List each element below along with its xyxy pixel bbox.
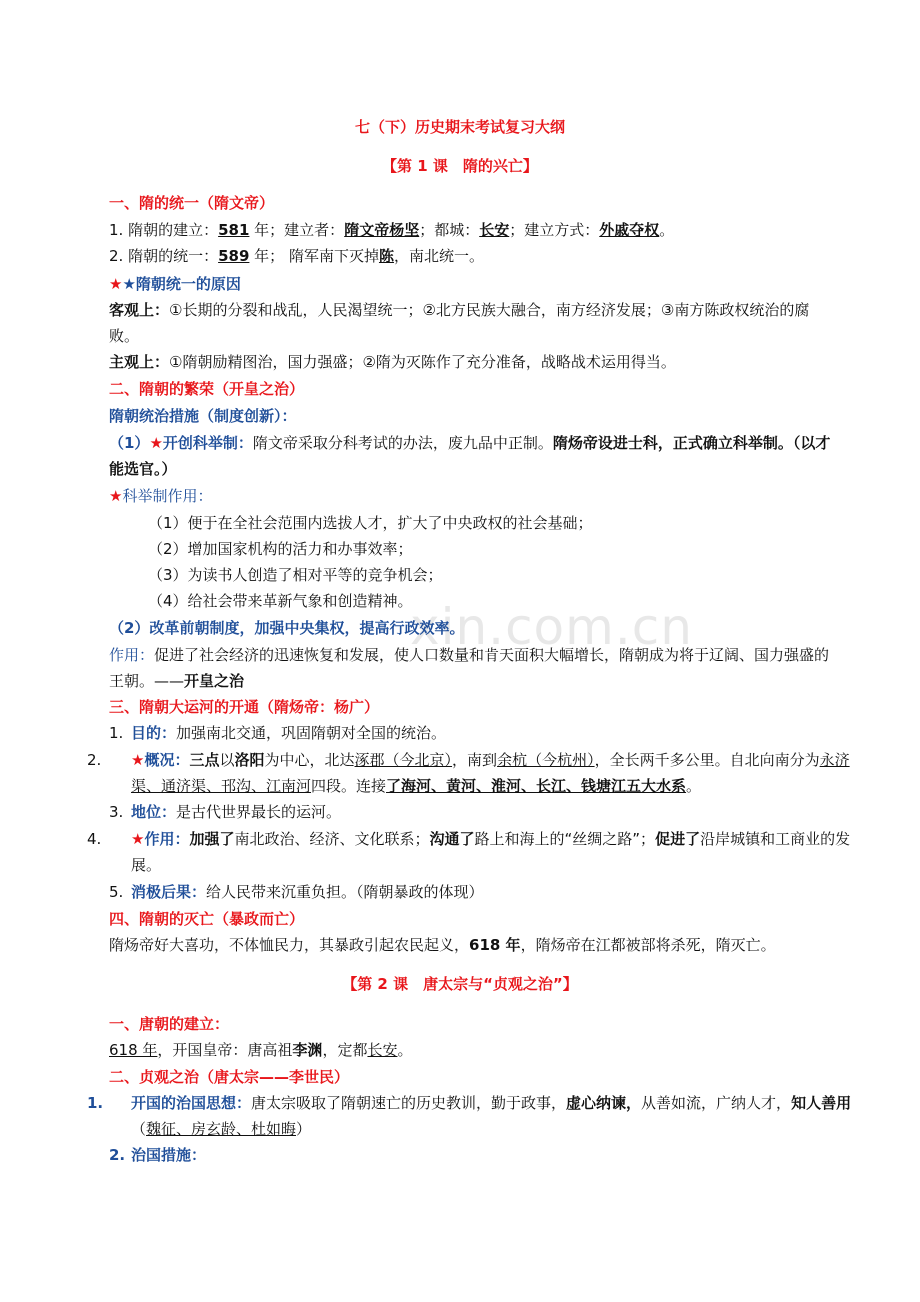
star-icon: ★	[131, 830, 145, 848]
keju-effect-3: （3）为读书人创造了相对平等的竞争机会；	[148, 566, 443, 584]
keju-effect-1: （1）便于在全社会范围内选拔人才，扩大了中央政权的社会基础；	[148, 514, 593, 532]
capital: 长安	[367, 1041, 398, 1059]
label: 开创科举制：	[162, 434, 253, 452]
text: 给人民带来沉重负担。（隋朝暴政的体现）	[206, 883, 484, 901]
text: ，开国皇帝：唐高祖	[157, 1041, 293, 1059]
text: 1. 隋朝的建立：	[109, 221, 219, 239]
star-icon: ★	[131, 751, 145, 769]
canal-status	[109, 799, 839, 825]
text: ，隋炀帝在江都被部将杀死，隋灭亡。	[520, 936, 776, 954]
year: 618 年	[109, 1041, 158, 1059]
text: ，南到	[452, 751, 498, 769]
text: ）	[296, 1120, 312, 1138]
label: 消极后果：	[131, 883, 207, 901]
lesson-1-title: 【第 1 课 隋的兴亡】	[382, 157, 538, 175]
canal-effects	[87, 826, 861, 878]
tang-founding-line	[109, 1037, 839, 1063]
text: 隋文帝采取分科考试的办法，废九品中正制。	[252, 434, 553, 452]
text: 促进了	[655, 830, 701, 848]
text: 科举制作用：	[122, 487, 213, 505]
founder: 李渊	[292, 1041, 323, 1059]
text: ①长期的分裂和战乱，人民渴望统一；②北方民族大融合，南方经济发展；③南方陈政权统治的腐败。	[109, 301, 810, 345]
label: 开国的治国思想：	[131, 1094, 252, 1112]
text: ，全长两千多公里。自北向南分为	[594, 751, 820, 769]
role-paragraph	[109, 642, 839, 694]
watermark: xin.com.cn	[410, 598, 693, 656]
text: ；都城：	[419, 221, 480, 239]
tang-section-1-heading: 一、唐朝的建立：	[109, 1015, 230, 1033]
text: 。	[397, 1041, 413, 1059]
text: 南北政治、经济、文化联系；	[234, 830, 430, 848]
keju-paragraph	[109, 430, 839, 482]
text: 。	[659, 221, 675, 239]
text: 三点	[189, 751, 220, 769]
label: 主观上：	[109, 353, 170, 371]
sui-founding-line	[109, 217, 839, 243]
star-icon: ★	[149, 434, 163, 452]
keju-effect-4: （4）给社会带来革新气象和创造精神。	[148, 592, 413, 610]
star-icon: ★	[109, 487, 123, 505]
text: 永济渠、通济渠、邗沟、江南河	[131, 751, 850, 795]
text: 洛阳	[234, 751, 265, 769]
chen: 陈	[378, 247, 394, 265]
text: 隋炀帝好大喜功，不体恤民力，其暴政引起农民起义，	[109, 936, 470, 954]
governing-measures	[109, 1142, 839, 1168]
capital: 长安	[479, 221, 510, 239]
num: 5.	[109, 883, 124, 901]
text: 促进了社会经济的迅速恢复和发展，使人口数量和肯天面积大幅增长，隋朝成为将于辽阔、国力强盛的王朝。——	[109, 646, 830, 690]
sui-unification-line	[109, 243, 839, 269]
section-3-heading: 三、隋朝大运河的开通（隋炀帝：杨广）	[109, 698, 380, 716]
canal-negative	[109, 879, 839, 905]
num: 2.	[87, 751, 102, 769]
text: 唐太宗吸取了隋朝速亡的历史教训，勤于政事，	[251, 1094, 567, 1112]
text: ，南北统一。	[393, 247, 484, 265]
num: 1.	[109, 724, 124, 742]
text: 2. 隋朝的统一：	[109, 247, 219, 265]
label: 作用：	[144, 830, 190, 848]
text-bold: 开皇之治	[184, 672, 245, 690]
label: （1）	[109, 434, 150, 452]
text: 年； 隋军南下灭掉	[249, 247, 379, 265]
label: 作用：	[109, 646, 155, 664]
measures-heading: 隋朝统治措施（制度创新）：	[109, 407, 297, 425]
num: 2.	[109, 1146, 126, 1164]
sui-fall-paragraph	[109, 932, 839, 958]
text: 。	[686, 777, 702, 795]
governing-philosophy	[87, 1090, 861, 1142]
subjective-reasons	[109, 349, 839, 375]
text: （	[131, 1120, 147, 1138]
text: 加强南北交通，巩固隋朝对全国的统治。	[176, 724, 447, 742]
text: 涿郡（今北京）	[354, 751, 453, 769]
text: 四段。连接	[311, 777, 387, 795]
label: 概况：	[144, 751, 190, 769]
lesson-2-title: 【第 2 课 唐太宗与“贞观之治”】	[342, 975, 578, 993]
year-618: 618 年	[469, 936, 521, 954]
label: 客观上：	[109, 301, 170, 319]
text: ①隋朝励精图治，国力强盛；②隋为灭陈作了充分准备，战略战术运用得当。	[169, 353, 676, 371]
text: ，定都	[322, 1041, 368, 1059]
ministers: 魏征、房玄龄、杜如晦	[146, 1120, 297, 1138]
keju-effects-heading	[109, 483, 839, 509]
text: 为中心，北达	[264, 751, 355, 769]
objective-reasons	[109, 297, 839, 349]
text: 以	[219, 751, 235, 769]
text: 加强了	[189, 830, 235, 848]
founder: 隋文帝杨坚	[344, 221, 420, 239]
reform-paragraph: （2）改革前朝制度，加强中央集权，提高行政效率。	[109, 619, 465, 637]
text: 沟通了	[429, 830, 475, 848]
year-589: 589	[218, 247, 250, 265]
text: 是古代世界最长的运河。	[176, 803, 342, 821]
canal-purpose	[109, 720, 839, 746]
text: 余杭（今杭州）	[497, 751, 595, 769]
num: 4.	[87, 830, 102, 848]
star-icon: ★	[109, 275, 123, 293]
num: 1.	[87, 1094, 104, 1112]
label: 目的：	[131, 724, 177, 742]
label: 地位：	[131, 803, 177, 821]
section-2-heading: 二、隋朝的繁荣（开皇之治）	[109, 380, 305, 398]
method: 外戚夺权	[599, 221, 660, 239]
section-4-heading: 四、隋朝的灭亡（暴政而亡）	[109, 910, 305, 928]
text-bold: 隋炀帝设进士科，正式确立科举制。（以才能选官。）	[109, 434, 831, 478]
text: ★隋朝统一的原因	[122, 275, 241, 293]
label: 治国措施：	[131, 1146, 207, 1164]
text: ；建立方式：	[509, 221, 600, 239]
text: 路上和海上的“丝绸之路”；	[474, 830, 656, 848]
unification-reasons-heading	[109, 271, 839, 297]
section-1-heading: 一、隋的统一（隋文帝）	[109, 194, 275, 212]
text-bold: 知人善用	[791, 1094, 852, 1112]
keju-effect-2: （2）增加国家机构的活力和办事效率；	[148, 540, 413, 558]
text: 从善如流，广纳人才，	[641, 1094, 792, 1112]
text-bold: 虚心纳谏，	[566, 1094, 642, 1112]
document-title: 七（下）历史期末考试复习大纲	[354, 118, 565, 136]
year-581: 581	[218, 221, 250, 239]
tang-section-2-heading: 二、贞观之治（唐太宗——李世民）	[109, 1068, 350, 1086]
text: 了海河、黄河、淮河、长江、钱塘江五大水系	[386, 777, 687, 795]
text: 年；建立者：	[249, 221, 345, 239]
text: 沿岸城镇和工商业的发展。	[131, 830, 851, 874]
num: 3.	[109, 803, 124, 821]
canal-overview	[87, 747, 861, 799]
